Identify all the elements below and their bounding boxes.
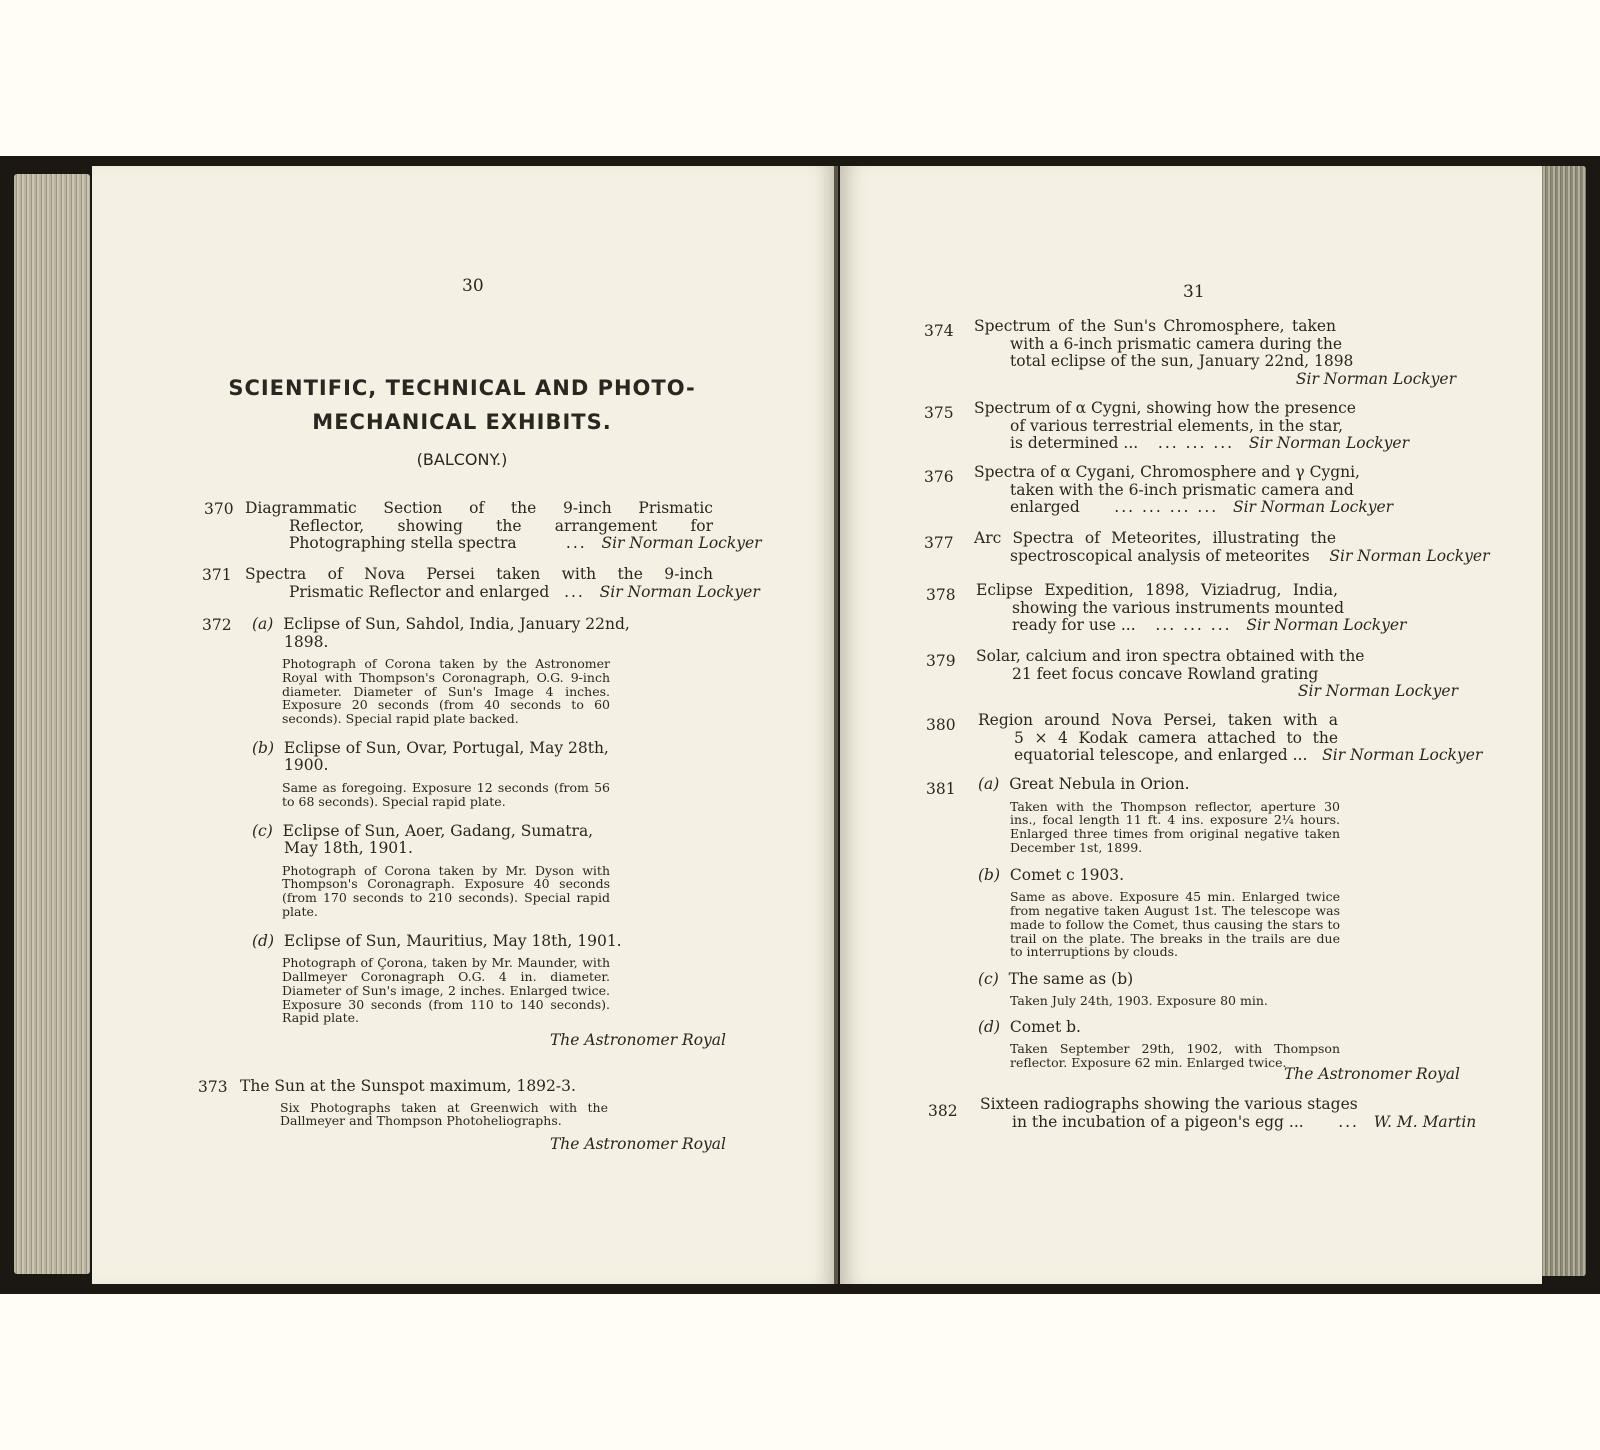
- sub-label: (b): [252, 738, 275, 757]
- sub-entry-a: [978, 776, 1378, 794]
- leader-dots: ... ... ... ...: [1114, 498, 1219, 516]
- catalogue-entry-370: [245, 499, 762, 553]
- leader-dots: ...: [565, 534, 587, 552]
- entry-line: May 18th, 1901.: [284, 839, 413, 858]
- entry-line: [974, 546, 1490, 566]
- entry-number: 381: [926, 780, 956, 798]
- entry-note: Photograph of Corona taken by Mr. Dyson with Thompson's Coronagraph. Exposure 40 seconds (from 170 seconds to 210 seconds). Special rapid plate.: [282, 862, 610, 919]
- entry-text: Eclipse of Sun, Ovar, Portugal, May 28th,: [283, 738, 609, 757]
- page-number: 31: [1183, 282, 1205, 302]
- sub-entry-c: [252, 823, 712, 841]
- entry-number: 371: [202, 566, 232, 584]
- entry-text: Comet c 1903.: [1009, 865, 1125, 884]
- catalogue-entry-377: [974, 529, 1490, 565]
- entry-line: Reflector, showing the arrangement for: [289, 516, 713, 535]
- leader-dots: ... ... ...: [1155, 616, 1232, 634]
- entry-line: 1898.: [284, 632, 329, 651]
- catalogue-entry-371: [245, 565, 760, 601]
- entry-note: Same as above. Exposure 45 min. Enlarged twice from negative taken August 1st. The telescope was made to follow the Comet, thus causing the stars to trail on the plate. The breaks in the trails are due to interruptions by clouds.: [1010, 889, 1340, 960]
- catalogue-entry-380: [978, 711, 1483, 765]
- entry-line: [978, 746, 1483, 765]
- entry-author: Sir Norman Lockyer: [601, 534, 762, 552]
- entry-line: Solar, calcium and iron spectra obtained with the: [976, 647, 1365, 665]
- entry-line: showing the various instruments mounted: [1012, 598, 1344, 617]
- entry-line: taken with the 6-inch prismatic camera and: [1010, 480, 1354, 499]
- entry-note: Same as foregoing. Exposure 12 seconds (from 56 to 68 seconds). Special rapid plate.: [282, 779, 610, 809]
- entry-text: The same as (b): [1008, 970, 1134, 989]
- entry-note: Taken with the Thompson reflector, aperture 30 ins., focal length 11 ft. 4 ins. exposure 2¼ hours. Enlarged three times from original negative taken December 1st, 1899.: [1010, 798, 1340, 855]
- entry-author: Sir Norman Lockyer: [1329, 546, 1490, 565]
- entry-line: total eclipse of the sun, January 22nd, 1898: [1010, 352, 1354, 370]
- sub-entry-d: [978, 1019, 1378, 1037]
- entry-note: Taken July 24th, 1903. Exposure 80 min.: [1010, 992, 1268, 1008]
- entry-number: 372: [202, 616, 232, 634]
- entry-text: in the incubation of a pigeon's egg ...: [1012, 1112, 1304, 1131]
- entry-author: Sir Norman Lockyer: [1232, 498, 1394, 516]
- sub-label: (c): [978, 970, 999, 989]
- entry-line: The Sun at the Sunspot maximum, 1892-3.: [240, 1077, 576, 1095]
- entry-line: Diagrammatic Section of the 9-inch Prismatic: [245, 499, 713, 517]
- catalogue-entry-378: [976, 582, 1458, 635]
- catalogue-entry-375: [974, 400, 1456, 453]
- entry-author: Sir Norman Lockyer: [599, 582, 760, 601]
- entry-line: with a 6-inch prismatic camera during the: [1010, 334, 1342, 353]
- entry-line: [245, 582, 760, 602]
- entry-text: Photographing stella spectra: [289, 534, 517, 552]
- entry-text: Eclipse of Sun, Sahdol, India, January 22nd,: [283, 615, 630, 633]
- leader-dots: ...: [1338, 1112, 1359, 1131]
- entry-author: Sir Norman Lockyer: [1297, 682, 1458, 700]
- entry-text: is determined ...: [1010, 434, 1139, 452]
- entry-author: W. M. Martin: [1373, 1112, 1477, 1131]
- catalogue-entry-372: [252, 616, 712, 1025]
- entry-author: The Astronomer Royal: [1283, 1065, 1460, 1083]
- section-heading-line2: MECHANICAL EXHIBITS.: [312, 410, 612, 434]
- entry-number: 377: [924, 534, 954, 552]
- sub-label: (d): [252, 931, 275, 950]
- gutter: [834, 166, 838, 1284]
- entry-line: [974, 499, 1456, 517]
- entry-author: The Astronomer Royal: [549, 1031, 726, 1049]
- entry-number: 379: [926, 652, 956, 670]
- entry-text: Great Nebula in Orion.: [1009, 775, 1190, 793]
- entry-author: The Astronomer Royal: [549, 1135, 726, 1153]
- page-edges-right: [1536, 166, 1586, 1276]
- entry-line: Eclipse Expedition, 1898, Viziadrug, India,: [976, 581, 1338, 599]
- entry-note: Photograph of Çorona, taken by Mr. Maunder, with Dallmeyer Coronagraph O.G. 4 in. diameter. Diameter of Sun's image, 2 inches. Enlarged twice. Exposure 30 seconds (from 110 to 140 seconds). Rapid plate.: [282, 955, 610, 1026]
- entry-line: Arc Spectra of Meteorites, illustrating the: [974, 529, 1336, 547]
- entry-text: Comet b.: [1009, 1018, 1081, 1037]
- entry-note: Photograph of Corona taken by the Astronomer Royal with Thompson's Coronagraph, O.G. 9-inch diameter. Diameter of Sun's Image 4 inches. Exposure 20 seconds (from 40 seconds to 60 seconds). Special rapid plate backed.: [282, 656, 610, 727]
- entry-number: 376: [924, 468, 954, 486]
- entry-number: 380: [926, 716, 956, 734]
- entry-line: Spectrum of α Cygni, showing how the presence: [974, 399, 1356, 417]
- sub-entry-b: [978, 867, 1378, 885]
- entry-line: [245, 534, 762, 553]
- entry-line: Sixteen radiographs showing the various stages: [980, 1095, 1358, 1113]
- entry-line: Spectra of Nova Persei taken with the 9-inch: [245, 565, 713, 583]
- book-spread: [0, 156, 1600, 1294]
- catalogue-entry-382: [980, 1095, 1477, 1131]
- entry-text: spectroscopical analysis of meteorites: [1010, 546, 1310, 565]
- entry-line: Spectrum of the Sun's Chromosphere, taken: [974, 317, 1336, 335]
- sub-label: (a): [252, 615, 274, 633]
- sub-entry-d: [252, 933, 712, 951]
- catalogue-entry-376: [974, 464, 1456, 517]
- entry-author: Sir Norman Lockyer: [1246, 616, 1407, 634]
- entry-line: 5 × 4 Kodak camera attached to the: [1014, 728, 1338, 747]
- entry-line: [980, 1112, 1477, 1132]
- entry-author: Sir Norman Lockyer: [1248, 434, 1409, 452]
- entry-text: enlarged: [1010, 498, 1080, 516]
- catalogue-entry-379: [976, 648, 1458, 701]
- sub-label: (b): [978, 865, 1001, 884]
- page-edges-left: [14, 174, 90, 1274]
- catalogue-entry-374: [974, 318, 1456, 388]
- entry-number: 375: [924, 404, 954, 422]
- entry-line: 1900.: [284, 756, 329, 775]
- section-heading-line1: SCIENTIFIC, TECHNICAL AND PHOTO-: [228, 376, 696, 400]
- entry-text: Eclipse of Sun, Aoer, Gadang, Sumatra,: [282, 821, 594, 840]
- entry-note: Six Photographs taken at Greenwich with the Dallmeyer and Thompson Photoheliographs.: [280, 1099, 608, 1129]
- entry-number: 378: [926, 586, 956, 604]
- entry-number: 374: [924, 322, 954, 340]
- entry-line: [976, 617, 1458, 635]
- entry-line: 21 feet focus concave Rowland grating: [1012, 664, 1319, 683]
- entry-number: 382: [928, 1102, 958, 1120]
- entry-author: Sir Norman Lockyer: [1295, 369, 1456, 388]
- sub-label: (d): [978, 1018, 1001, 1037]
- entry-note: Taken September 29th, 1902, with Thompson reflector. Exposure 62 min. Enlarged twice.: [1010, 1040, 1340, 1070]
- leader-dots: ...: [564, 582, 585, 601]
- catalogue-entry-373: [240, 1078, 730, 1128]
- left-page: [92, 166, 836, 1284]
- sub-label: (c): [252, 821, 273, 840]
- entry-text: equatorial telescope, and enlarged ...: [1014, 746, 1308, 764]
- entry-number: 370: [204, 500, 234, 518]
- entry-line: of various terrestrial elements, in the star,: [1010, 416, 1344, 435]
- section-subheading: (BALCONY.): [416, 450, 508, 469]
- catalogue-entry-381: [978, 776, 1378, 1070]
- sub-entry-b: [252, 740, 712, 758]
- leader-dots: ... ... ...: [1157, 434, 1235, 452]
- entry-number: 373: [198, 1078, 228, 1096]
- entry-text: ready for use ...: [1012, 616, 1136, 634]
- sub-entry-c: [978, 971, 1378, 989]
- entry-line: Spectra of α Cygani, Chromosphere and γ Cygni,: [974, 463, 1360, 481]
- entry-author: Sir Norman Lockyer: [1322, 746, 1483, 764]
- entry-line: [974, 435, 1456, 453]
- page-number: 30: [462, 276, 484, 296]
- entry-line: Region around Nova Persei, taken with a: [978, 711, 1338, 729]
- entry-text: Eclipse of Sun, Mauritius, May 18th, 1901.: [283, 931, 622, 950]
- right-page: [840, 166, 1542, 1284]
- entry-text: Prismatic Reflector and enlarged: [289, 582, 550, 601]
- sub-label: (a): [978, 775, 1000, 793]
- sub-entry-a: [252, 616, 712, 634]
